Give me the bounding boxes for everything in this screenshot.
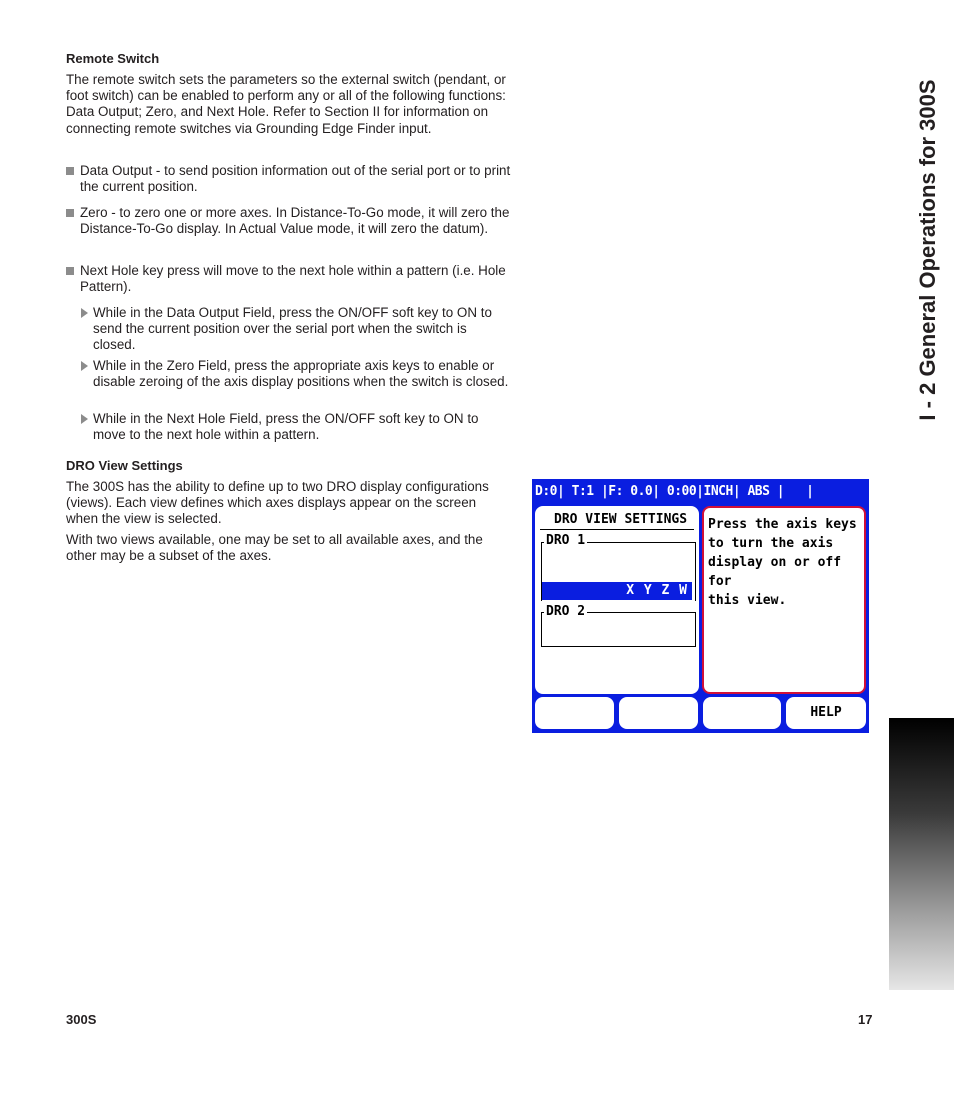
chapter-thumb-tab bbox=[889, 718, 954, 990]
help-line: display on or off for bbox=[708, 555, 842, 589]
step-next-hole bbox=[79, 411, 511, 443]
step-zero bbox=[79, 358, 511, 390]
step-text: While in the Zero Field, press the appropriate axis keys to enable or disable zeroing of the axis display positions when the switch is closed. bbox=[93, 358, 509, 390]
dro-screen bbox=[532, 479, 869, 733]
bullet-square-icon bbox=[66, 267, 74, 275]
bullet-square-icon bbox=[66, 209, 74, 217]
remote-switch-heading: Remote Switch bbox=[66, 51, 160, 66]
chapter-side-title bbox=[908, 50, 948, 450]
arrow-right-icon bbox=[81, 308, 88, 318]
page-number: 17 bbox=[858, 1012, 873, 1027]
bullet-next-hole bbox=[66, 263, 511, 295]
dro-1-axes: X Y Z W bbox=[626, 583, 688, 598]
dro-view-para-2: With two views available, one may be set to all available axes, and the other may be a subset of the axes. bbox=[66, 532, 483, 564]
bullet-text: Next Hole key press will move to the next hole within a pattern (i.e. Hole Pattern). bbox=[80, 263, 506, 295]
help-panel bbox=[702, 506, 866, 694]
arrow-right-icon bbox=[81, 361, 88, 371]
dro-view-para-1: The 300S has the ability to define up to two DRO display configurations (views). Each view defines which axes displays appear on the screen when the view is selected. bbox=[66, 479, 489, 527]
status-bar: D:0| T:1 |F: 0.0| 0:00|INCH| ABS | | bbox=[535, 484, 814, 499]
panel-title: DRO VIEW SETTINGS bbox=[554, 512, 688, 527]
help-line: to turn the axis bbox=[708, 536, 834, 551]
softkey-1[interactable] bbox=[535, 697, 614, 729]
dro-view-heading: DRO View Settings bbox=[66, 458, 183, 473]
bullet-zero bbox=[66, 205, 511, 237]
step-text: While in the Data Output Field, press the ON/OFF soft key to ON to send the current position over the serial port when the switch is closed. bbox=[93, 305, 492, 353]
bullet-square-icon bbox=[66, 167, 74, 175]
help-line: Press the axis keys bbox=[708, 517, 857, 532]
dro-2-label: DRO 2 bbox=[546, 604, 586, 619]
dro-view-settings-panel bbox=[535, 506, 699, 694]
dro-1-label: DRO 1 bbox=[546, 533, 586, 548]
remote-switch-intro: The remote switch sets the parameters so the external switch (pendant, or foot switch) can be enabled to perform any or all of the following functions: Data Output; Zero, and Next Hole. Refer to Section II for information on connecting remote switches via Grounding Edge Finder input. bbox=[66, 72, 506, 136]
softkey-3[interactable] bbox=[703, 697, 781, 729]
bullet-data-output bbox=[66, 163, 511, 195]
chapter-title-text: I - 2 General Operations for 300S bbox=[915, 79, 940, 421]
bullet-text: Zero - to zero one or more axes. In Distance-To-Go mode, it will zero the Distance-To-Go display. In Actual Value mode, it will zero the datum). bbox=[80, 205, 510, 237]
dro-1-value[interactable] bbox=[542, 582, 692, 600]
step-text: While in the Next Hole Field, press the ON/OFF soft key to ON to move to the next hole within a pattern. bbox=[93, 411, 479, 443]
footer-model: 300S bbox=[66, 1012, 97, 1027]
arrow-right-icon bbox=[81, 414, 88, 424]
help-softkey[interactable]: HELP bbox=[786, 697, 866, 729]
step-data-output bbox=[79, 305, 511, 354]
title-divider bbox=[540, 529, 694, 530]
softkey-2[interactable] bbox=[619, 697, 698, 729]
help-text bbox=[708, 515, 864, 610]
bullet-text: Data Output - to send position information out of the serial port or to print the current position. bbox=[80, 163, 511, 195]
help-line: this view. bbox=[708, 593, 787, 608]
